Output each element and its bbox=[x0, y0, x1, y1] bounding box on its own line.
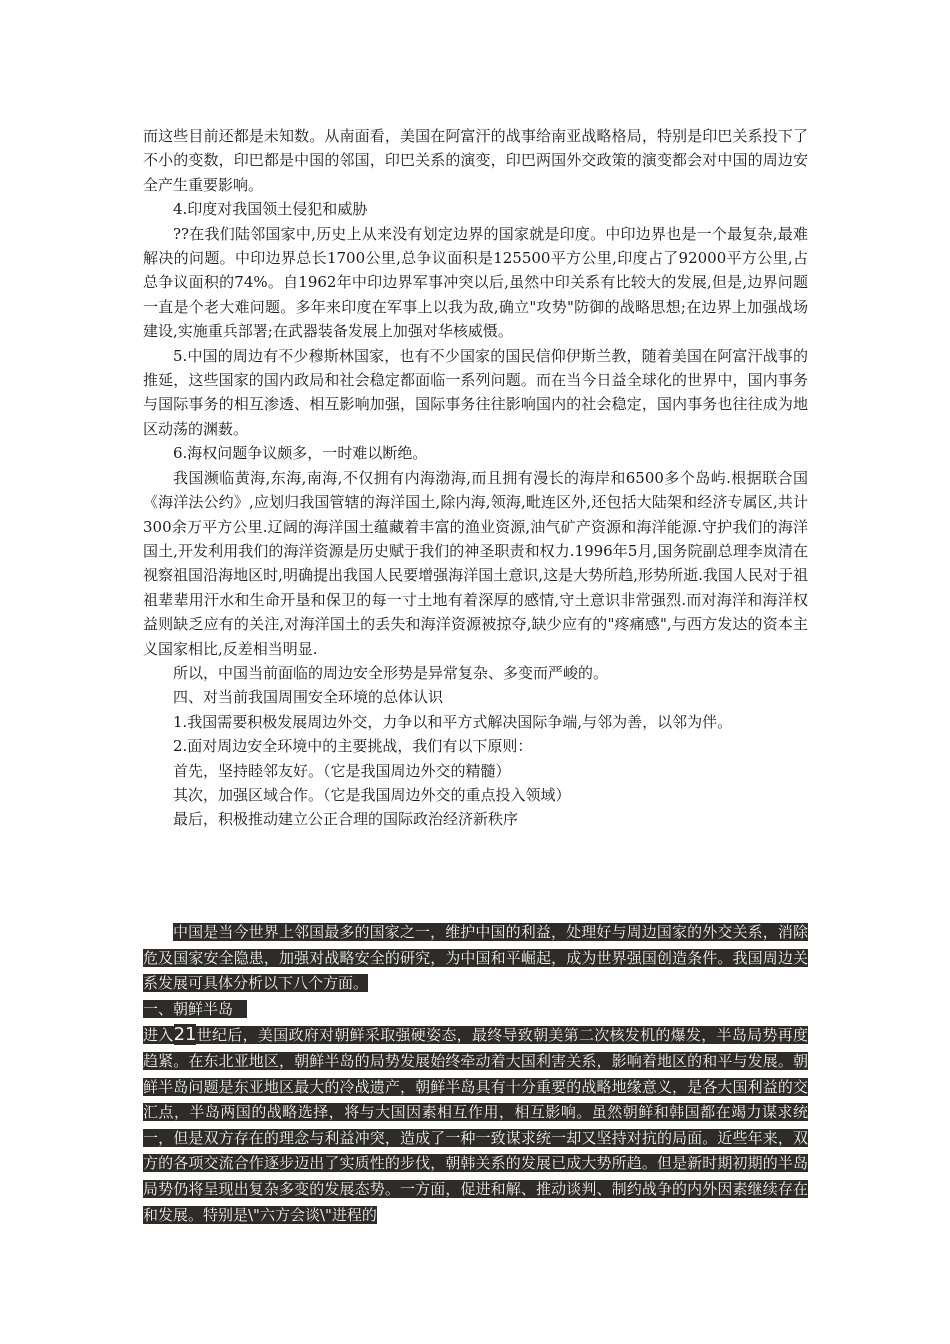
heading-india-threat: 4.印度对我国领土侵犯和威胁 bbox=[173, 200, 368, 219]
highlight-mid: 世纪后，美国政府对朝鲜采取强硬姿态，最终导致朝美第二次核发机的爆发，半岛局势 bbox=[196, 1026, 778, 1045]
paragraph-conclusion: 所以，中国当前面临的周边安全形势是异常复杂、多变而严峻的。 bbox=[173, 663, 609, 682]
highlight-intro: 中国是当今世界上邻国最多的国家之一，维护中国的利益，处理好与周边国家的外交关系，消除危及国家安全隐患，加强对战略安全的研究，为中国和平崛起，成为世界强国创造条件。我国周边关系发展可具体分析以下八个方面。 bbox=[143, 923, 808, 993]
heading-korean-peninsula bbox=[143, 997, 808, 1023]
document-upper-section bbox=[143, 124, 808, 832]
list-item-1: 1.我国需要积极发展周边外交，力争以和平方式解决国际争端,与邻为善，以邻为伴。 bbox=[173, 712, 733, 731]
paragraph-intro-highlighted bbox=[143, 920, 808, 997]
paragraph-maritime-territory: 我国濒临黄海,东海,南海,不仅拥有内海渤海,而且拥有漫长的海岸和6500多个岛屿.根据联合国《海洋法公约》,应划归我国管辖的海洋国土,除内海,领海,毗连区外,还包括大陆架和经济专属区,共计300余万平方公里.辽阔的海洋国土蕴藏着丰富的渔业资源,油气矿产资源和海洋能源.守护我们的海洋国土,开发利用我们的海洋资源是历史赋于我们的神圣职责和权力.1996年5月,国务院副总理李岚清在视察祖国沿海地区时,明确提出我国人民要增强海洋国土意识,这是大势所趋,形势所逝.我国人民对于祖祖辈辈用汗水和生命开垦和保卫的每一寸土地有着深厚的感情,守土意识非常强烈.而对海洋和海洋权益则缺乏应有的关注,对海洋国土的丢失和海洋资源被掠夺,缺少应有的"疼痛感",与西方发达的资本主义国家相比,反差相当明显. bbox=[143, 468, 808, 658]
highlight-heading-pad bbox=[233, 1000, 247, 1018]
list-item-2: 2.面对周边安全环境中的主要挑战，我们有以下原则： bbox=[173, 737, 533, 756]
heading-section-four: 四、对当前我国周围安全环境的总体认识 bbox=[173, 688, 444, 707]
document-highlighted-section bbox=[143, 920, 808, 1228]
paragraph-south-asia: 而这些目前还都是未知数。从南面看，美国在阿富汗的战事给南亚战略格局，特别是印巴关系投下了不小的变数，印巴都是中国的邻国，印巴关系的演变，印巴两国外交政策的演变都会对中国的周边安全产生重要影响。 bbox=[143, 127, 808, 194]
highlight-number: 21 bbox=[173, 1024, 197, 1046]
highlight-rest: 再度趋紧。在东北亚地区，朝鲜半岛的局势发展始终牵动着大国利害关系，影响着地区的和平与发展。朝鲜半岛问题是东亚地区最大的冷战遗产，朝鲜半岛具有十分重要的战略地缘意义，是各大国利益的交汇点，半岛两国的战略选择，将与大国因素相互作用，相互影响。虽然朝鲜和韩国都在竭力谋求统一，但是双方存在的理念与利益冲突，造成了一种一致谋求统一却又坚持对抗的局面。近些年来，双方的各项交流合作逐步迈出了实质性的步伐，朝韩关系的发展已成大势所趋。但是新时期初期的半岛局势仍将呈现出复杂多变的发展态势。一方面，促进和解、推动谈判、制约战争的内外因素继续存在和发展。特别是\"六方会谈\"进程的 bbox=[143, 1026, 808, 1224]
list-item-last: 最后，积极推动建立公正合理的国际政治经济新秩序 bbox=[173, 810, 519, 829]
paragraph-muslim-countries: 5.中国的周边有不少穆斯林国家，也有不少国家的国民信仰伊斯兰教，随着美国在阿富汗战事的推延，这些国家的国内政局和社会稳定都面临一系列问题。而在当今日益全球化的世界中，国内事务与国际事务的相互渗透、相互影响加强，国际事务往往影响国内的社会稳定，国内事务也往往成为地区动荡的渊薮。 bbox=[143, 346, 808, 438]
highlight-start: 进入 bbox=[143, 1026, 174, 1045]
paragraph-korean-peninsula bbox=[143, 1022, 808, 1228]
list-item-second: 其次，加强区域合作。（它是我国周边外交的重点投入领域） bbox=[173, 785, 571, 804]
paragraph-india-border: ??在我们陆邻国家中,历史上从来没有划定边界的国家就是印度。中印边界也是一个最复杂,最难解决的问题。中印边界总长1700公里,总争议面积是125500平方公里,印度占了92000平方公里,占总争议面积的74%。自1962年中印边界军事冲突以后,虽然中印关系有比较大的发展,但是,边界问题一直是个老大难问题。多年来印度在军事上以我为敌,确立"攻势"防御的战略思想;在边界上加强战场建设,实施重兵部署;在武器装备发展上加强对华核威慑。 bbox=[143, 224, 808, 341]
list-item-first: 首先，坚持睦邻友好。（它是我国周边外交的精髓） bbox=[173, 761, 511, 780]
highlight-heading: 一、朝鲜半岛 bbox=[143, 999, 234, 1018]
heading-maritime-rights: 6.海权问题争议颇多，一时难以断绝。 bbox=[173, 444, 428, 463]
